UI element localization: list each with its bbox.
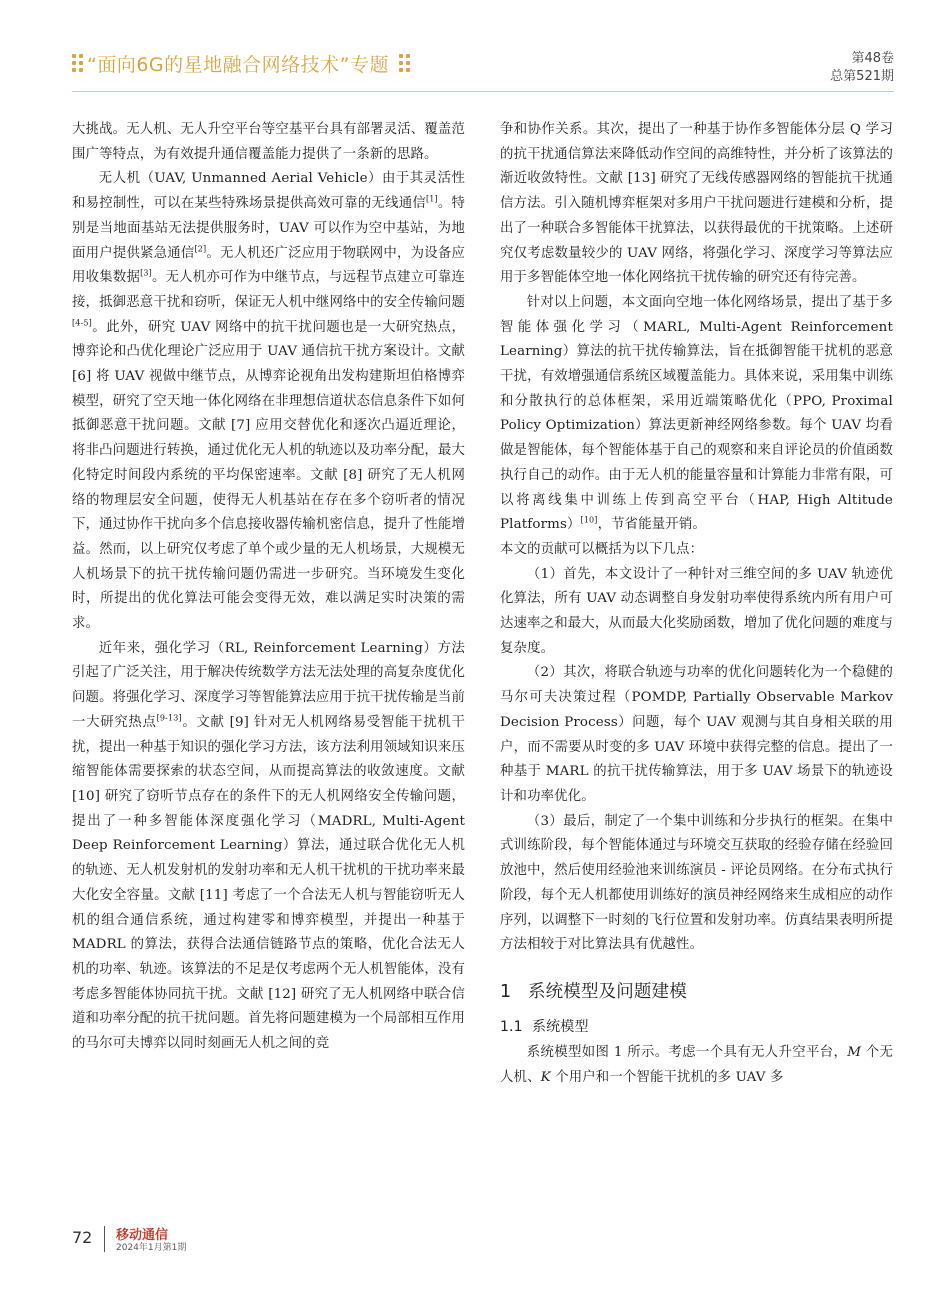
paragraph: 争和协作关系。其次，提出了一种基于协作多智能体分层 Q 学习的抗干扰通信算法来降低动作空间的高维特性，并分析了该算法的渐近收敛特性。文献 [13] 研究了无线传感器网络的智能抗干扰通信方法。引入随机博弈框架对多用户干扰问题进行建模和分析，提出了一种联合多智能体干扰算法，以获得最优的干扰策略。上述研究仅考虑数量较少的 UAV 网络，将强化学习、深度学习等算法应用于多智能体空地一体化网络抗干扰传输的研究还有待完善。 <box>500 122 893 286</box>
special-topic-title: “面向6G的星地融合网络技术”专题 <box>87 54 389 76</box>
contribution-item: （2）其次，将联合轨迹与功率的优化问题转化为一个稳健的马尔可夫决策过程（POMDP, Partially Observable Markov Decision Process）问题，每个 UAV 观测与其自身相关联的用户，而不需要从时变的多 UAV 环境中获得完整的信息。提出了一种基于 MARL 的抗干扰传输算法，用于多 UAV 场景下的轨迹设计和功率优化。 <box>500 665 893 804</box>
paragraph: 大挑战。无人机、无人升空平台等空基平台具有部署灵活、覆盖范围广等特点，为有效提升通信覆盖能力提供了一条新的思路。 <box>72 122 465 162</box>
left-column <box>72 118 465 1057</box>
paragraph: 本文的贡献可以概括为以下几点： <box>500 541 704 557</box>
paragraph: 系统模型如图 1 所示。考虑一个具有无人升空平台，M 个无人机、K 个用户和一个智能干扰机的多 UAV 多 <box>500 1045 894 1086</box>
page-number: 72 <box>72 1228 93 1247</box>
citation: [1] <box>425 194 438 204</box>
issue-date: 2024年1月第1期 <box>116 1243 187 1253</box>
journal-logo: 移动通信 <box>116 1228 169 1243</box>
paragraph: 针对以上问题，本文面向空地一体化网络场景，提出了基于多智能体强化学习（MARL, Multi-Agent Reinforcement Learning）算法的抗干扰传输算法，旨在抵御智能干扰机的恶意干扰，有效增强通信系统区域覆盖能力。具体来说，采用集中训练和分散执行的总体框架，采用近端策略优化（PPO, Proximal Policy Optimization）算法更新神经网络参数。每个 UAV 均看做是智能体，每个智能体基于自己的观察和来自评论员的价值函数执行自己的动作。由于无人机的能量容量和计算能力非常有限，可以将离线集中训练上传到高空平台（HAP, High Altitude Platforms）[10]，节省能量开销。 <box>500 294 893 533</box>
volume-info <box>830 50 894 86</box>
citation: [9-13] <box>156 713 182 723</box>
contribution-item: （1）首先，本文设计了一种针对三维空间的多 UAV 轨迹优化算法，所有 UAV 动态调整自身发射功率使得系统内所有用户可达速率之和最大，从而最大化奖励函数，增加了优化问题的难度与复杂度。 <box>500 566 893 656</box>
section-heading: 1 系统模型及问题建模 <box>500 981 687 1002</box>
header-dots-left-icon <box>72 54 83 72</box>
right-column <box>500 118 893 1091</box>
subsection-heading: 1.1 系统模型 <box>500 1018 589 1035</box>
contribution-item: （3）最后，制定了一个集中训练和分步执行的框架。在集中式训练阶段，每个智能体通过与环境交互获取的经验存储在经验回放池中，然后使用经验池来训练演员 - 评论员网络。在分布式执行阶段，每个无人机都使用训练好的演员神经网络来生成相应的动作序列，以调整下一时刻的飞行位置和发射功率。仿真结果表明所提方法相较于对比算法具有优越性。 <box>500 813 893 953</box>
total-issue-number: 总第521期 <box>830 69 894 84</box>
volume-number: 第48卷 <box>851 51 894 66</box>
paragraph: 近年来，强化学习（RL, Reinforcement Learning）方法引起了广泛关注，用于解决传统数学方法无法处理的高复杂度优化问题。将强化学习、深度学习等智能算法应用于抗干扰传输是当前一大研究热点[9-13]。文献 [9] 针对无人机网络易受智能干扰机干扰，提出一种基于知识的强化学习方法，该方法利用领域知识来压缩智能体需要探索的状态空间，从而提高算法的收敛速度。文献 [10] 研究了窃听节点存在的条件下的无人机网络安全传输问题，提出了一种多智能体深度强化学习（MADRL, Multi-Agent Deep Reinforcement Learning）算法，通过联合优化无人机的轨迹、无人机发射机的发射功率和无人机干扰机的干扰功率来最大化安全容量。文献 [11] 考虑了一个合法无人机与智能窃听无人机的组合通信系统，通过构建零和博弈模型，并提出一种基于 MADRL 的算法，获得合法通信链路节点的策略，优化合法无人机的功率、轨迹。该算法的不足是仅考虑两个无人机智能体，没有考虑多智能体协同抗干扰。文献 [12] 研究了无人机网络中联合信道和功率分配的抗干扰问题。首先将问题建模为一个局部相互作用的马尔可夫博弈以同时刻画无人机之间的竞 <box>72 640 466 1052</box>
header-divider <box>72 91 894 92</box>
citation: [3] <box>140 268 152 278</box>
citation: [4-5] <box>72 318 92 328</box>
footer-divider <box>104 1226 105 1252</box>
page-header <box>0 0 950 100</box>
citation: [2] <box>194 244 207 254</box>
paragraph: 无人机（UAV, Unmanned Aerial Vehicle）由于其灵活性和易控制性，可以在某些特殊场景提供高效可靠的无线通信[1]。特别是当地面基站无法提供服务时，UAV 可以作为空中基站，为地面用户提供紧急通信[2]。无人机还广泛应用于物联网中，为设备应用收集数据[3]。无人机亦可作为中继节点，与远程节点建立可靠连接，抵御恶意干扰和窃听，保证无人机中继网络中的安全传输问题[4-5]。此外，研究 UAV 网络中的抗干扰问题也是一大研究热点，博弈论和凸优化理论广泛应用于 UAV 通信抗干扰方案设计。文献 [6] 将 UAV 视做中继节点，从博弈论视角出发构建斯坦伯格博弈模型，研究了空天地一体化网络在非理想信道状态信息条件下如何抵御恶意干扰问题。文献 [7] 应用交替优化和逐次凸逼近理论，将非凸问题进行转换，通过优化无人机的轨迹以及功率分配，最大化特定时间段内系统的平均保密速率。文献 [8] 研究了无人机网络的物理层安全问题，使得无人机基站在存在多个窃听者的情况下，通过协作干扰向多个信息接收器传输机密信息，提升了性能增益。然而，以上研究仅考虑了单个或少量的无人机场景，大规模无人机场景下的抗干扰传输问题仍需进一步研究。当环境发生变化时，所提出的优化算法可能会变得无效，难以满足实时决策的需求。 <box>72 171 466 632</box>
header-dots-right-icon <box>399 54 410 72</box>
citation: [10] <box>580 515 598 525</box>
